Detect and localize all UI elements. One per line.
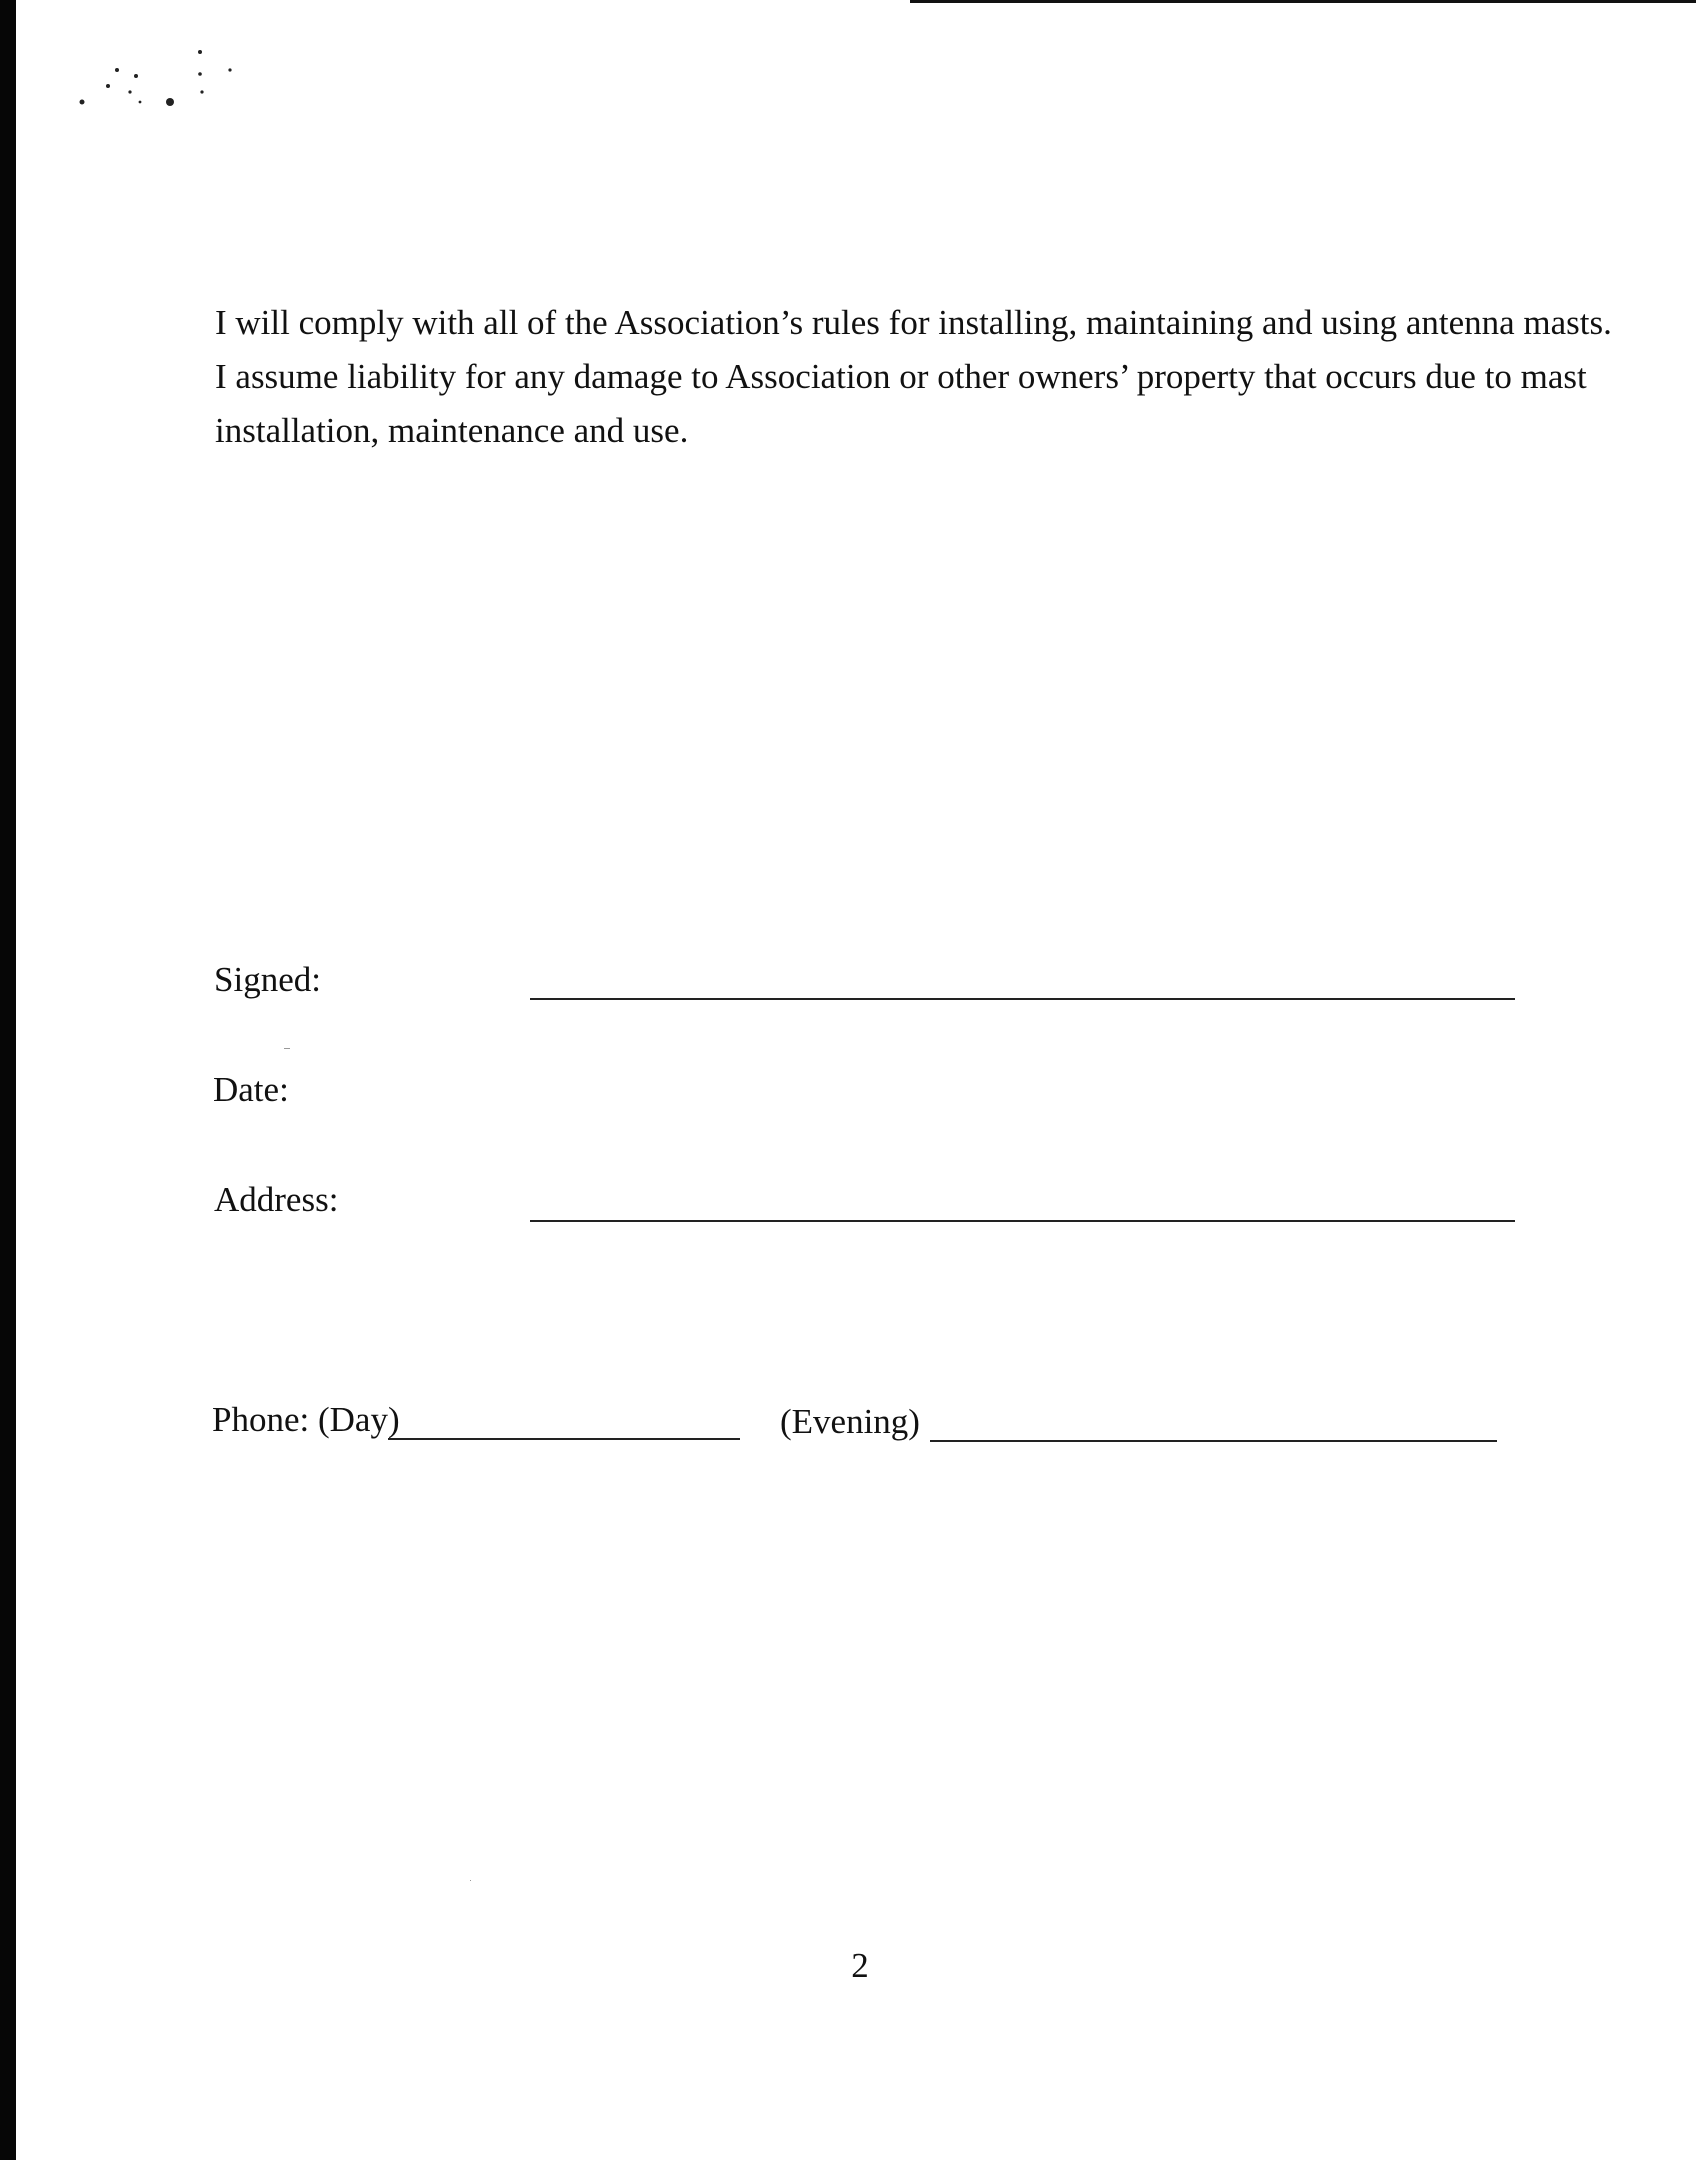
scan-speck [284,1048,290,1049]
scan-top-edge [910,0,1696,3]
page-number: 2 [851,1946,869,1985]
signed-label: Signed: [214,960,321,999]
scan-specks [70,40,250,120]
signed-line[interactable] [530,998,1515,1000]
statement-line: installation, maintenance and use. [215,411,689,450]
address-line[interactable] [530,1220,1515,1222]
phone-evening-label: (Evening) [780,1402,920,1441]
address-label: Address: [214,1180,339,1219]
phone-day-label: Phone: (Day) [212,1400,400,1439]
date-label: Date: [213,1070,289,1109]
phone-evening-line[interactable] [930,1440,1497,1442]
scan-left-edge [0,0,16,2160]
statement-line: I will comply with all of the Association’s rules for installing, maintaining and using antenna masts. [215,303,1612,342]
scan-speck [470,1880,471,1881]
statement-line: I assume liability for any damage to Association or other owners’ property that occurs due to mast [215,357,1587,396]
statement-paragraph [215,296,1612,458]
phone-day-line[interactable] [388,1438,740,1440]
